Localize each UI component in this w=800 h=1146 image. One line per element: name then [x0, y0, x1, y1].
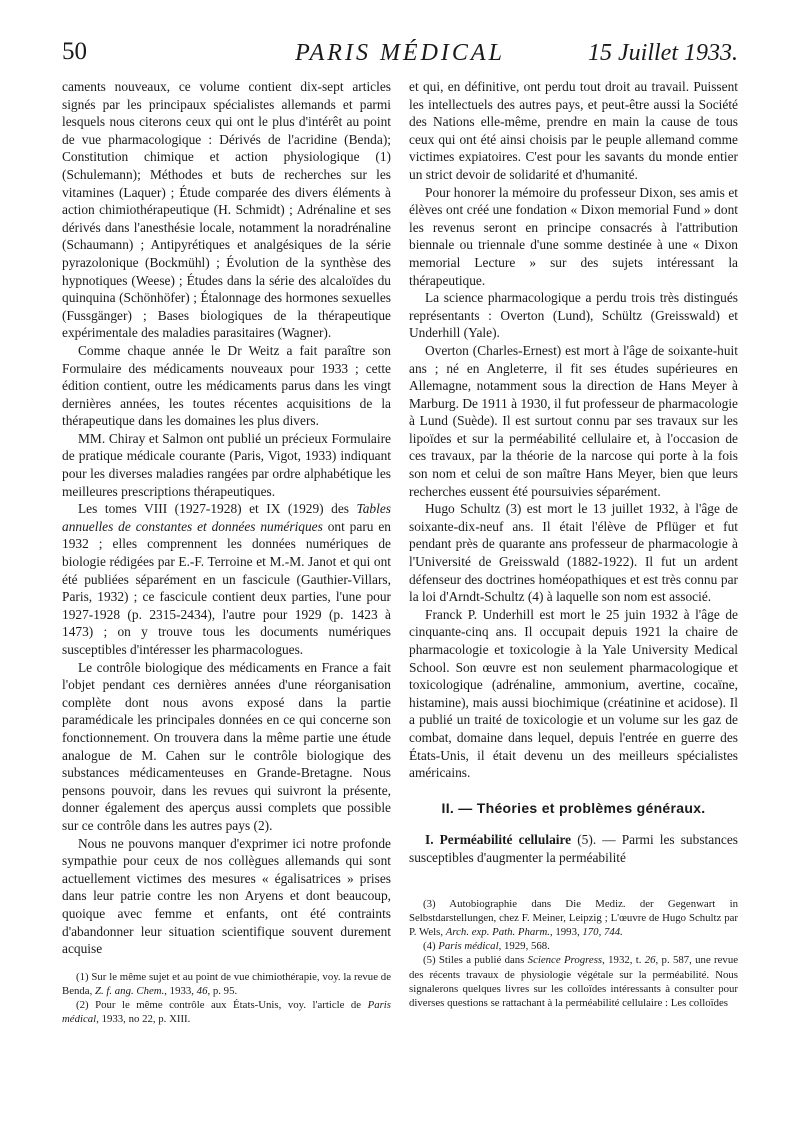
paragraph-dixon-fund: Pour honorer la mémoire du professeur Dixon, ses amis et élèves ont créé une fondation « Dixon memorial Fund » dont les revenus seront en principe consacrés à l'attribution biennale ou triennale d'une somme destinée à une « Dixon memorial Lecture » sur des sujets intéressant la thérapeutique.: [409, 184, 738, 288]
paragraph-volume-contents: caments nouveaux, ce volume contient dix-sept articles signés par les principaux spécialistes allemands et parmi lesquels nous citerons ceux qui ont le plus d'intérêt au point de vue pharmacologique : Dérivés de l'acridine (Benda); Constitution chimique et action physiologique (1) (Schulemann); Méthodes et buts de recherches sur les vitamines (Laquer) ; Étude comparée des divers éléments à action chimiothérapeutique (H. Schmidt) ; Adrénaline et ses dérivés dans l'anesthésie locale, notamment la noradrénaline (Schaumann) ; Antipyrétiques et analgésiques de la série pyrazolonique (Bockmühl) ; Évolution de la synthèse des hypnotiques (Weese) ; Études dans la série des alcaloïdes du quinquina (Schönhöfer) ; Étalonnage des hormones sexuelles (Fussgänger) ; Bases biologiques de la thérapeutique expérimentale des maladies parasitaires (Wagner).: [62, 79, 391, 341]
paragraph-sympathie: Nous ne pouvons manquer d'exprimer ici notre profonde sympathie pour ceux de nos collègues allemands qui sont actuellement victimes des mesures « égalisatrices » prises dans leur patrie contre les non Aryens et dont beaucoup, quoique avec femme et enfants, ont été contraints d'abandonner leur situation scientifique souvent durement acquise: [62, 835, 391, 957]
subsection-title: I. Perméabilité cellulaire: [425, 832, 572, 848]
footnote-2: (2) Pour le même contrôle aux États-Unis, voy. l'article de Paris médical, 1933, no 22, p. XIII.: [62, 999, 391, 1026]
paragraph-trois-representants: La science pharmacologique a perdu trois très distingués représentants : Overton (Lund), Schültz (Greisswald) et Underhill (Yale).: [409, 290, 738, 341]
right-column: [409, 78, 738, 1010]
paragraph-controle-biologique: Le contrôle biologique des médicaments en France a fait l'objet pendant ces dernières années d'une réorganisation complète dont nous avons exposé dans la partie paramédicale les principales données en ce qui concerne son fonctionnement. On trouvera dans la même partie une étude analogue de M. Cahen sur le contrôle biologique des substances médicamenteuses en Grande-Bretagne. Nous pensons pouvoir, dans les revues qui suivront la présente, donner également des aperçus aussi complets que possible sur ce contrôle dans les autres pays (2).: [62, 659, 391, 833]
paragraph-chiray-salmon: MM. Chiray et Salmon ont publié un précieux Formulaire de pratique médicale courante (Paris, Vigot, 1933) indiquant pour les diverses maladies rangées par ordre alphabétique les meilleures prescriptions thérapeutiques.: [62, 430, 391, 499]
paragraph-underhill: Franck P. Underhill est mort le 25 juin 1932 à l'âge de cinquante-cinq ans. Il occupait depuis 1921 la chaire de pharmacologie et toxicologie à la Yale University Medical School. Son œuvre est non seulement pharmacologique et toxicologique (adrénaline, ammonium, avertine, cocaïne, histamine), mais aussi biochimique (créatinine et acidose). Il a publié un traité de toxicologie et un volume sur les gaz de combat, domaine dans lequel, depuis l'entrée en guerre des États-Unis, il était devenu un des meilleurs spécialistes américains.: [409, 606, 738, 781]
left-column: [62, 78, 391, 1027]
paragraph-permeabilite: I. Perméabilité cellulaire (5). — Parmi les substances susceptibles d'augmenter la perméabilité: [409, 832, 738, 865]
footnote-3: (3) Autobiographie dans Die Mediz. der Gegenwart in Selbstdarstellungen, chez F. Meiner, Leipzig ; L'œuvre de Hugo Schultz par P. Wels, Arch. exp. Path. Pharm., 1993, 170, 744.: [409, 897, 738, 938]
paragraph-perdu-travail: et qui, en définitive, ont perdu tout droit au travail. Puissent les intellectuels des autres pays, et peut-être aussi la Société des Nations elle-même, prendre en main la cause de tous ceux qui ont été ainsi choisis par le peuple allemand comme victimes expiatoires. C'est pour les savants du monde entier un strict devoir de solidarité et d'humanité.: [409, 79, 738, 182]
section-heading: II. — Théories et problèmes généraux.: [441, 799, 706, 816]
paragraph-overton: Overton (Charles-Ernest) est mort à l'âge de soixante-huit ans ; né en Angleterre, il fit ses études supérieures en Allemagne, notamment sous la direction de Hans Meyer à Marburg. De 1911 à 1930, il fut professeur de pharmacologie à Lund (Suède). Il est surtout connu par ses travaux sur les lipoïdes et sur la perméabilité cellulaire et, à l'occasion de ces travaux, par la théorie de la narcose qui porte à la fois son nom et celui de son maître Hans Meyer, bien que leurs recherches eussent été poursuivies séparément.: [409, 342, 738, 499]
footnote-4: (4) Paris médical, 1929, 568.: [423, 940, 550, 953]
tables-title: Tables annuelles de constantes et données numériques: [62, 501, 391, 534]
issue-date: 15 Juillet 1933.: [588, 40, 738, 66]
footnote-5: (5) Stiles a publié dans Science Progress, 1932, t. 26, p. 587, une revue des récents travaux de physiologie végétale sur la perméabilité. Nous signalerons quelques livres sur les colloïdes intéressants à consulter pour diverses questions se rattachant à la perméabilité cellulaire : Les colloïdes: [409, 954, 739, 1009]
page-header: [62, 38, 738, 70]
page-number: 50: [62, 38, 87, 65]
paragraph-weitz-formulaire: Comme chaque année le Dr Weitz a fait paraître son Formulaire des médicaments nouveaux pour 1933 ; cette édition contient, outre les médicaments parus dans les vingt dernières années, les toutes récentes acquisitions de la thérapeutique dans les domaines les plus divers.: [62, 342, 391, 429]
paragraph-tables-annuelles: Les tomes VIII (1927-1928) et IX (1929) des Tables annuelles de constantes et données numériques ont paru en 1932 ; elles comprennent les données numériques de biologie rédigées par E.-F. Terroine et M.-M. Janot et qui ont été publiées séparément en un fascicule (Gauthier-Villars, Paris, 1932) ; ce fascicule contient deux parties, l'une pour 1927-1928 (p. 2315-2434), l'autre pour 1929 (p. 1423 à 1473) ; on y trouve tous les documents numériques susceptibles d'intéresser les pharmacologues.: [62, 501, 391, 657]
paragraph-hugo-schultz: Hugo Schultz (3) est mort le 13 juillet 1932, à l'âge de soixante-dix-neuf ans. Il était l'élève de Pflüger et fut pendant près de quarante ans professeur de pharmacologie à l'Université de Greisswald (1882-1922). Il fut un ardent défenseur des doctrines homéopathiques et est très connu par la loi d'Arndt-Schultz (4) à laquelle son nom est associé.: [409, 501, 738, 605]
footnote-1: (1) Sur le même sujet et au point de vue chimiothérapie, voy. la revue de Benda, Z. f. ang. Chem., 1933, 46, p. 95.: [62, 970, 391, 997]
journal-title: PARIS MÉDICAL: [295, 40, 505, 66]
